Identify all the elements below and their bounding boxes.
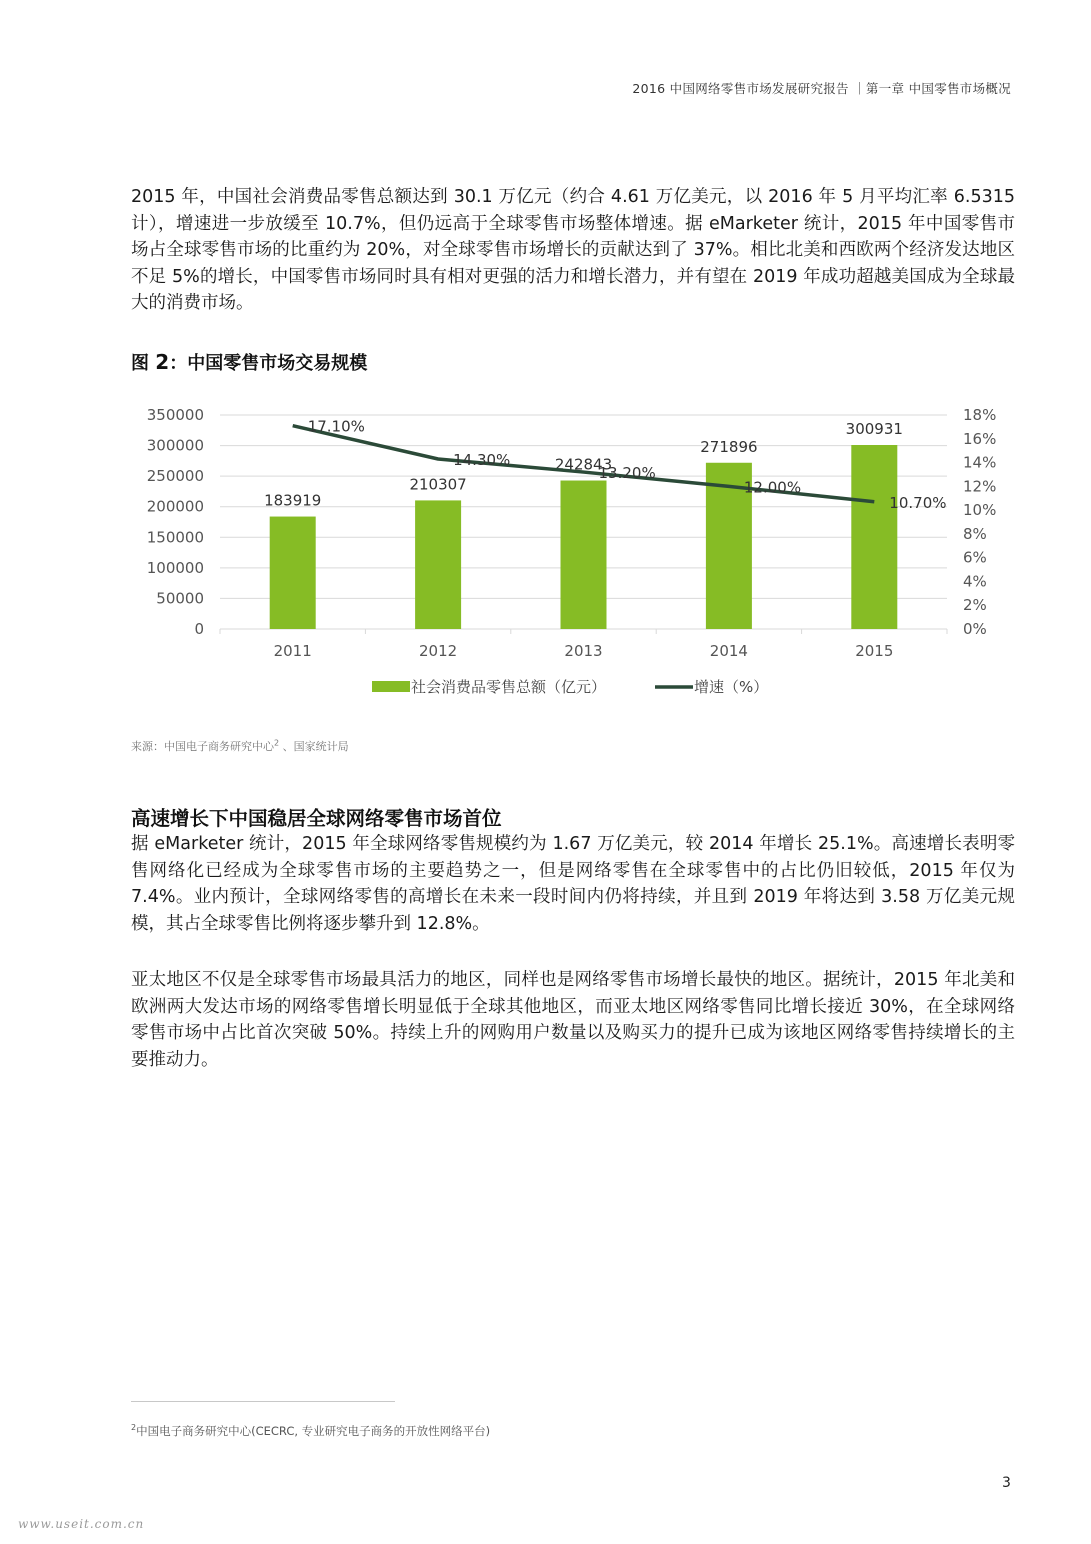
bar	[851, 445, 897, 629]
line-label: 12.00%	[743, 478, 802, 497]
footnote	[131, 1423, 490, 1439]
left-tick-label: 350000	[146, 406, 204, 424]
bar-label: 183919	[264, 491, 322, 510]
section-title: 高速增长下中国稳居全球网络零售市场首位	[131, 807, 502, 830]
page-number: 3	[1002, 1475, 1011, 1491]
source-rest: 、国家统计局	[279, 740, 349, 753]
line-label: 17.10%	[307, 417, 365, 436]
footnote-number: 2	[131, 1423, 137, 1433]
figure-label-suffix: ：中国零售市场交易规模	[169, 353, 368, 374]
figure-label-number: 2	[155, 350, 170, 374]
bar	[415, 500, 461, 629]
line-label: 13.20%	[598, 464, 656, 483]
source-footnote-ref: 2	[274, 738, 280, 748]
bar	[561, 481, 607, 629]
intro-paragraph: 2015 年，中国社会消费品零售总额达到 30.1 万亿元（约合 4.61 万亿美元，以 2016 年 5 月平均汇率 6.5315 计），增速进一步放缓至 10.7%，但仍远高于全球零售市场整体增速。据 eMarketer 统计，2015 年中国零售市场占全球零售市场的比重约为 20%，对全球零售市场增长的贡献达到了 37%。相比北美和西欧两个经济发达地区不足 5%的增长，中国零售市场同时具有相对更强的活力和增长潜力，并有望在 2019 年成功超越美国成为全球最大的消费市场。	[131, 187, 1015, 313]
right-tick-label: 6%	[963, 548, 987, 567]
x-tick-label: 2012	[419, 642, 458, 660]
right-tick-label: 18%	[963, 406, 997, 424]
line-label: 14.30%	[453, 450, 511, 469]
retail-scale-chart	[0, 395, 1091, 715]
left-tick-label: 150000	[146, 528, 204, 547]
report-header: 2016 中国网络零售市场发展研究报告 ｜第一章 中国零售市场概况	[632, 81, 1011, 96]
bar-label: 242843	[554, 455, 613, 474]
chart-legend	[372, 678, 768, 696]
left-tick-label: 300000	[146, 436, 204, 455]
x-tick-label: 2015	[855, 642, 894, 660]
left-tick-label: 250000	[146, 467, 204, 486]
figure-label-prefix: 图	[131, 353, 149, 374]
source-text: 来源：中国电子商务研究中心	[131, 740, 274, 753]
chart-source	[131, 738, 349, 754]
footnote-divider	[131, 1401, 395, 1402]
x-tick-label: 2013	[564, 642, 603, 660]
right-tick-label: 14%	[963, 453, 997, 472]
legend-line-label: 增速（%）	[694, 678, 769, 696]
watermark: www.useit.com.cn	[18, 1517, 145, 1531]
right-tick-label: 8%	[963, 524, 987, 543]
left-tick-label: 200000	[146, 497, 204, 516]
section-paragraph-1: 据 eMarketer 统计，2015 年全球网络零售规模约为 1.67 万亿美元，较 2014 年增长 25.1%。高速增长表明零售网络化已经成为全球零售市场的主要趋势之一，但是网络零售在全球零售中的占比仍旧较低，2015 年仅为 7.4%。业内预计，全球网络零售的高增长在未来一段时间内仍将持续，并且到 2019 年将达到 3.58 万亿美元规模，其占全球零售比例将逐步攀升到 12.8%。	[131, 834, 1015, 934]
right-tick-label: 0%	[963, 620, 987, 638]
legend-bar-swatch	[372, 681, 410, 692]
x-tick-label: 2011	[273, 642, 312, 660]
left-axis-ticks	[147, 406, 204, 638]
right-tick-label: 10%	[963, 501, 997, 520]
right-tick-label: 12%	[963, 477, 997, 496]
bar-label: 210307	[409, 475, 467, 494]
right-tick-label: 4%	[963, 572, 987, 591]
x-axis-ticks	[274, 642, 894, 660]
right-axis-ticks	[963, 406, 996, 638]
left-tick-label: 100000	[146, 558, 204, 577]
figure-title	[131, 349, 367, 375]
right-tick-label: 2%	[963, 596, 987, 615]
bar-label: 271896	[700, 437, 758, 456]
bar	[270, 517, 316, 629]
section-paragraph-2: 亚太地区不仅是全球零售市场最具活力的地区，同样也是网络零售市场增长最快的地区。据统计，2015 年北美和欧洲两大发达市场的网络零售增长明显低于全球其他地区，而亚太地区网络零售同比增长接近 30%，在全球网络零售市场中占比首次突破 50%。持续上升的网购用户数量以及购买力的提升已成为该地区网络零售持续增长的主要推动力。	[131, 970, 1015, 1070]
legend-bar-label: 社会消费品零售总额（亿元）	[411, 678, 607, 696]
left-tick-label: 0	[194, 620, 204, 638]
bar-label: 300931	[845, 420, 903, 439]
line-label: 10.70%	[889, 493, 947, 512]
left-tick-label: 50000	[156, 589, 204, 608]
footnote-text: 中国电子商务研究中心(CECRC, 专业研究电子商务的开放性网络平台)	[136, 1424, 491, 1438]
right-tick-label: 16%	[963, 429, 997, 448]
x-tick-label: 2014	[709, 642, 748, 660]
